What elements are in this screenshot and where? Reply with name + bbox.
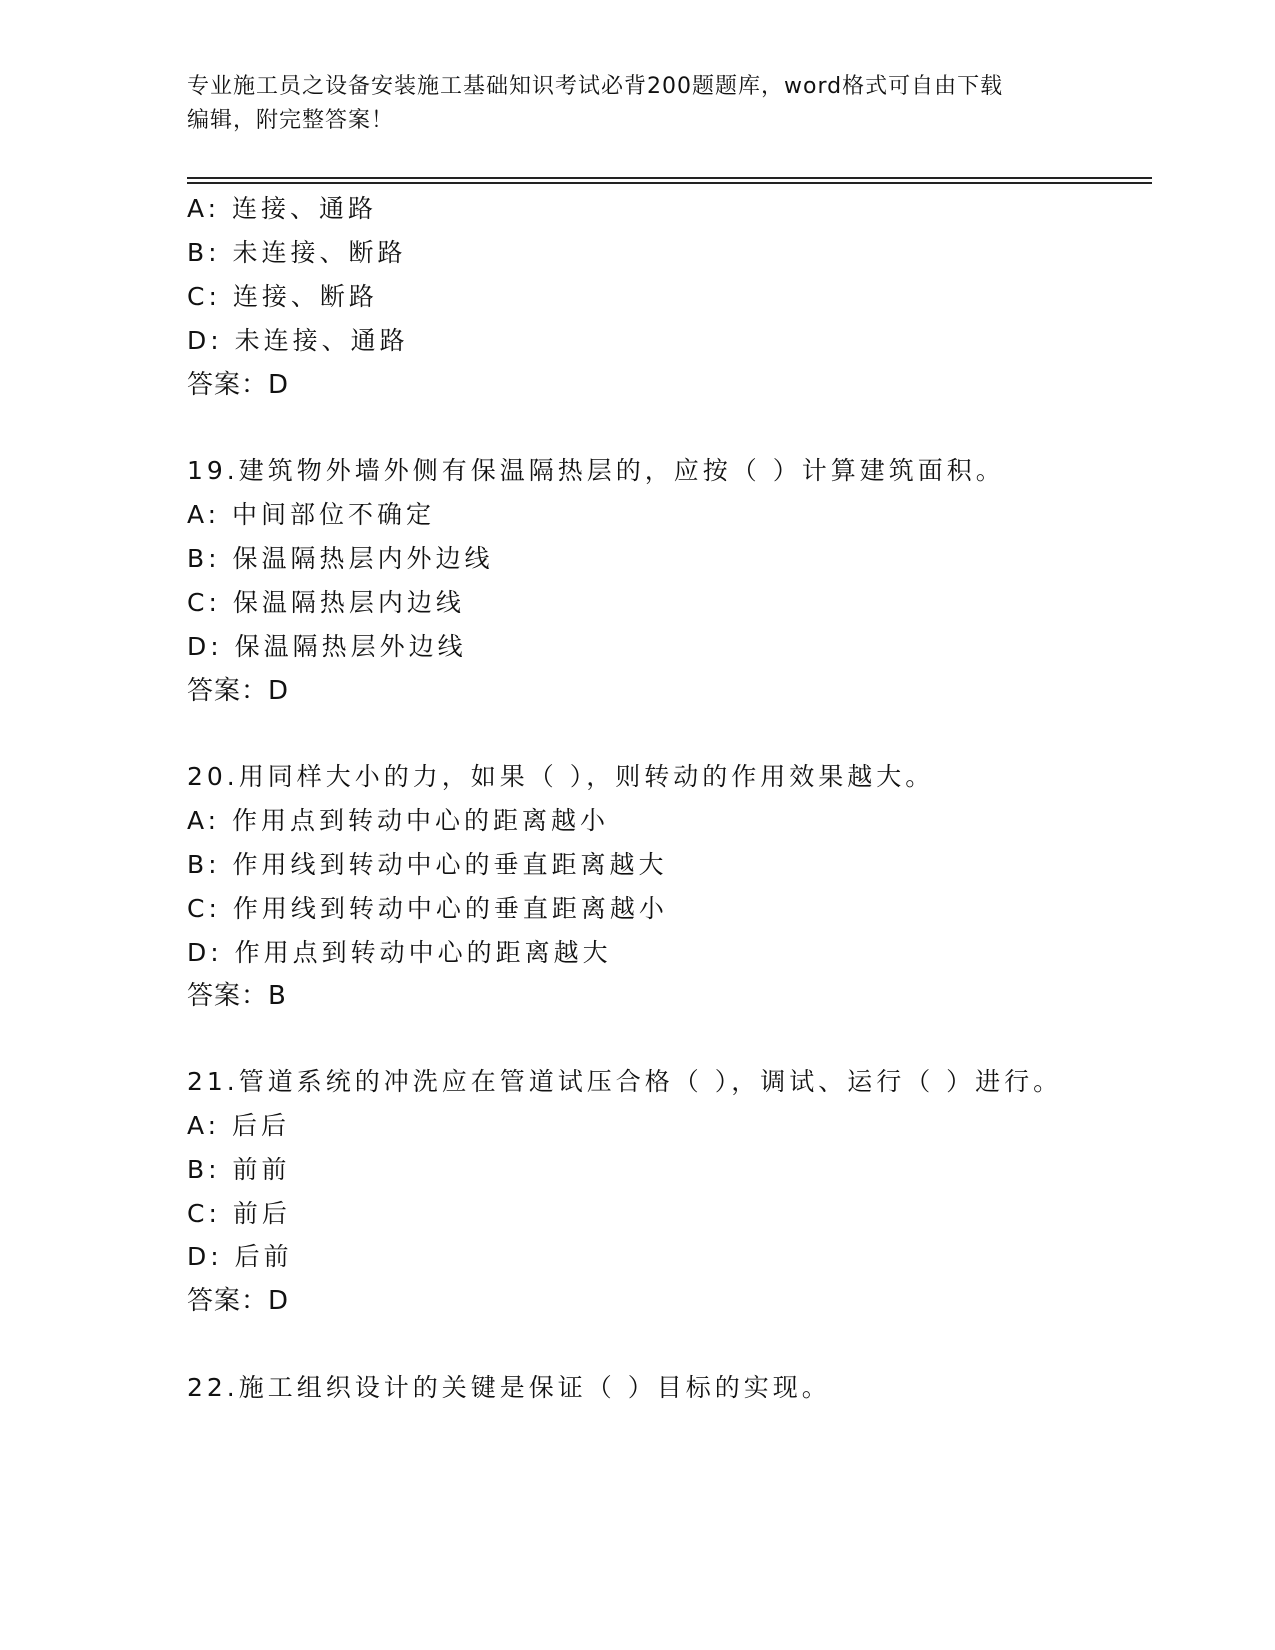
q21-question: 21.管道系统的冲洗应在管道试压合格（ ），调试、运行（ ）进行。 bbox=[187, 1067, 1063, 1096]
q19-answer: 答案：D bbox=[187, 676, 290, 706]
q20-option-d: D: 作用点到转动中心的距离越大 bbox=[187, 938, 612, 967]
q18-option-a: A: 连接、通路 bbox=[187, 194, 378, 223]
q18-option-b: B: 未连接、断路 bbox=[187, 238, 407, 267]
q20-option-b: B: 作用线到转动中心的垂直距离越大 bbox=[187, 850, 668, 879]
q20-answer: 答案：B bbox=[187, 981, 287, 1011]
q21-option-c: C: 前后 bbox=[187, 1199, 291, 1228]
q20-question: 20.用同样大小的力，如果（ ），则转动的作用效果越大。 bbox=[187, 762, 935, 791]
header-title-line-2: 编辑，附完整答案！ bbox=[187, 108, 395, 133]
q19-option-a: A: 中间部位不确定 bbox=[187, 500, 436, 529]
q19-option-c: C: 保温隔热层内边线 bbox=[187, 588, 465, 617]
q19-question: 19.建筑物外墙外侧有保温隔热层的，应按（ ）计算建筑面积。 bbox=[187, 456, 1005, 485]
q18-option-c: C: 连接、断路 bbox=[187, 282, 378, 311]
q19-option-b: B: 保温隔热层内外边线 bbox=[187, 544, 494, 573]
q18-answer: 答案：D bbox=[187, 370, 290, 400]
q20-option-a: A: 作用点到转动中心的距离越小 bbox=[187, 806, 610, 835]
header-divider-bottom bbox=[187, 182, 1152, 184]
q21-option-a: A: 后后 bbox=[187, 1111, 291, 1140]
q18-option-d: D: 未连接、通路 bbox=[187, 326, 409, 355]
q21-answer: 答案：D bbox=[187, 1286, 290, 1316]
document-header bbox=[187, 70, 1067, 138]
q20-option-c: C: 作用线到转动中心的垂直距离越小 bbox=[187, 894, 668, 923]
q22-question: 22.施工组织设计的关键是保证（ ）目标的实现。 bbox=[187, 1373, 831, 1402]
q19-option-d: D: 保温隔热层外边线 bbox=[187, 632, 467, 661]
q21-option-d: D: 后前 bbox=[187, 1242, 293, 1271]
header-divider-top bbox=[187, 177, 1152, 179]
header-title-line-1: 专业施工员之设备安装施工基础知识考试必背200题题库，word格式可自由下载 bbox=[187, 74, 1004, 99]
q21-option-b: B: 前前 bbox=[187, 1155, 291, 1184]
